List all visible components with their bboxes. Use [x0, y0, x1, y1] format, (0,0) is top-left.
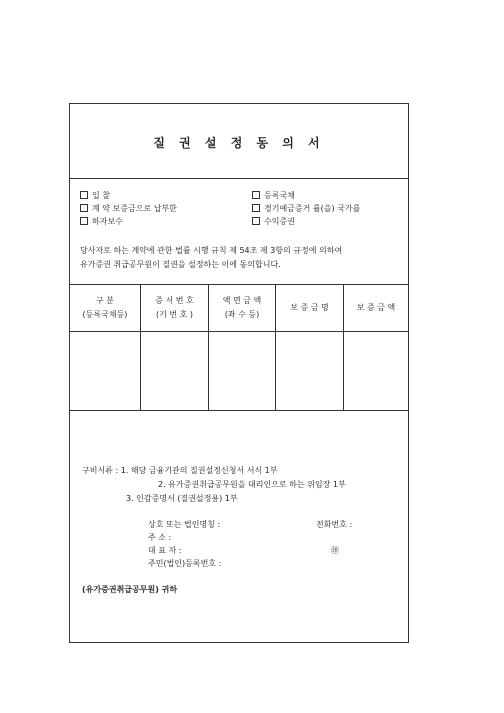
checkbox-beneficiary[interactable]: 수익증권	[252, 216, 295, 227]
recipient: (유가증권취급공무원) 귀하	[82, 585, 178, 594]
documents-line-2: 2. 유가증권취급공무원을 대리인으로 하는 위임장 1부	[158, 480, 346, 489]
address-label: 주 소 :	[148, 533, 172, 542]
checkbox-square-icon[interactable]	[252, 191, 260, 199]
header-deposit-name: 보 증 금 명	[276, 285, 344, 331]
checkbox-square-icon[interactable]	[80, 191, 88, 199]
securities-table	[70, 284, 408, 411]
consent-line: 당사자로 하는 계약에 관한 법률 시행 규칙 제 54조 제 3항의 규정에 의하여	[80, 246, 343, 255]
checkbox-registered-bond[interactable]: 등록국채	[252, 190, 295, 201]
signature-row-address	[148, 531, 398, 544]
form-title: 질 권 설 정 동 의 서	[153, 136, 325, 150]
signature-block	[148, 518, 398, 570]
phone-label: 전화번호 :	[316, 520, 353, 529]
table-cell[interactable]	[70, 332, 141, 410]
header-face-value: 액 면 금 액 (좌 수 등)	[209, 285, 276, 331]
documents-line-3: 3. 인감증명서 (질권설정용) 1부	[126, 494, 238, 503]
representative-label: 대 표 자 :	[148, 546, 182, 555]
header-deposit-amount: 보 증 금 액	[356, 303, 396, 312]
required-documents	[82, 464, 346, 506]
checkbox-square-icon[interactable]	[252, 217, 260, 225]
header-category: 구 분 (등록국채등)	[70, 285, 141, 331]
table-cell[interactable]	[344, 332, 408, 410]
signature-row-company	[148, 518, 398, 531]
seal-icon: ㊞	[331, 546, 339, 555]
checkbox-bid[interactable]: 입 찰	[80, 190, 110, 201]
title-box	[70, 104, 408, 179]
company-label: 상호 또는 법인명칭 :	[148, 520, 221, 529]
documents-line-1: 구비서류 : 1. 해당 금융기관의 질권설정신청서 서식 1부	[82, 466, 278, 475]
checkbox-contract-deposit[interactable]: 계 약 보증금으로 납부한	[80, 203, 177, 214]
registration-label: 주민(법인)등록번호 :	[148, 559, 222, 568]
signature-row-regno	[148, 557, 398, 570]
table-cell[interactable]	[209, 332, 276, 410]
checkbox-square-icon[interactable]	[80, 204, 88, 212]
checkbox-square-icon[interactable]	[80, 217, 88, 225]
consent-text	[80, 244, 400, 272]
checkbox-defect-repair[interactable]: 하자보수	[80, 216, 123, 227]
table-header-row	[70, 285, 408, 332]
checkbox-other-deposit[interactable]: 경기예금증거 률(을) 국가를	[252, 203, 360, 214]
signature-row-representative	[148, 544, 398, 557]
header-certificate-no: 증 서 번 호 (기 번 호 )	[141, 285, 209, 331]
consent-line: 유가증권 취급공무원이 질권을 설정하는 이에 동의합니다.	[80, 260, 281, 269]
checkbox-square-icon[interactable]	[252, 204, 260, 212]
table-cell[interactable]	[276, 332, 344, 410]
table-row	[70, 332, 408, 411]
consent-form	[69, 103, 409, 643]
table-cell[interactable]	[141, 332, 209, 410]
